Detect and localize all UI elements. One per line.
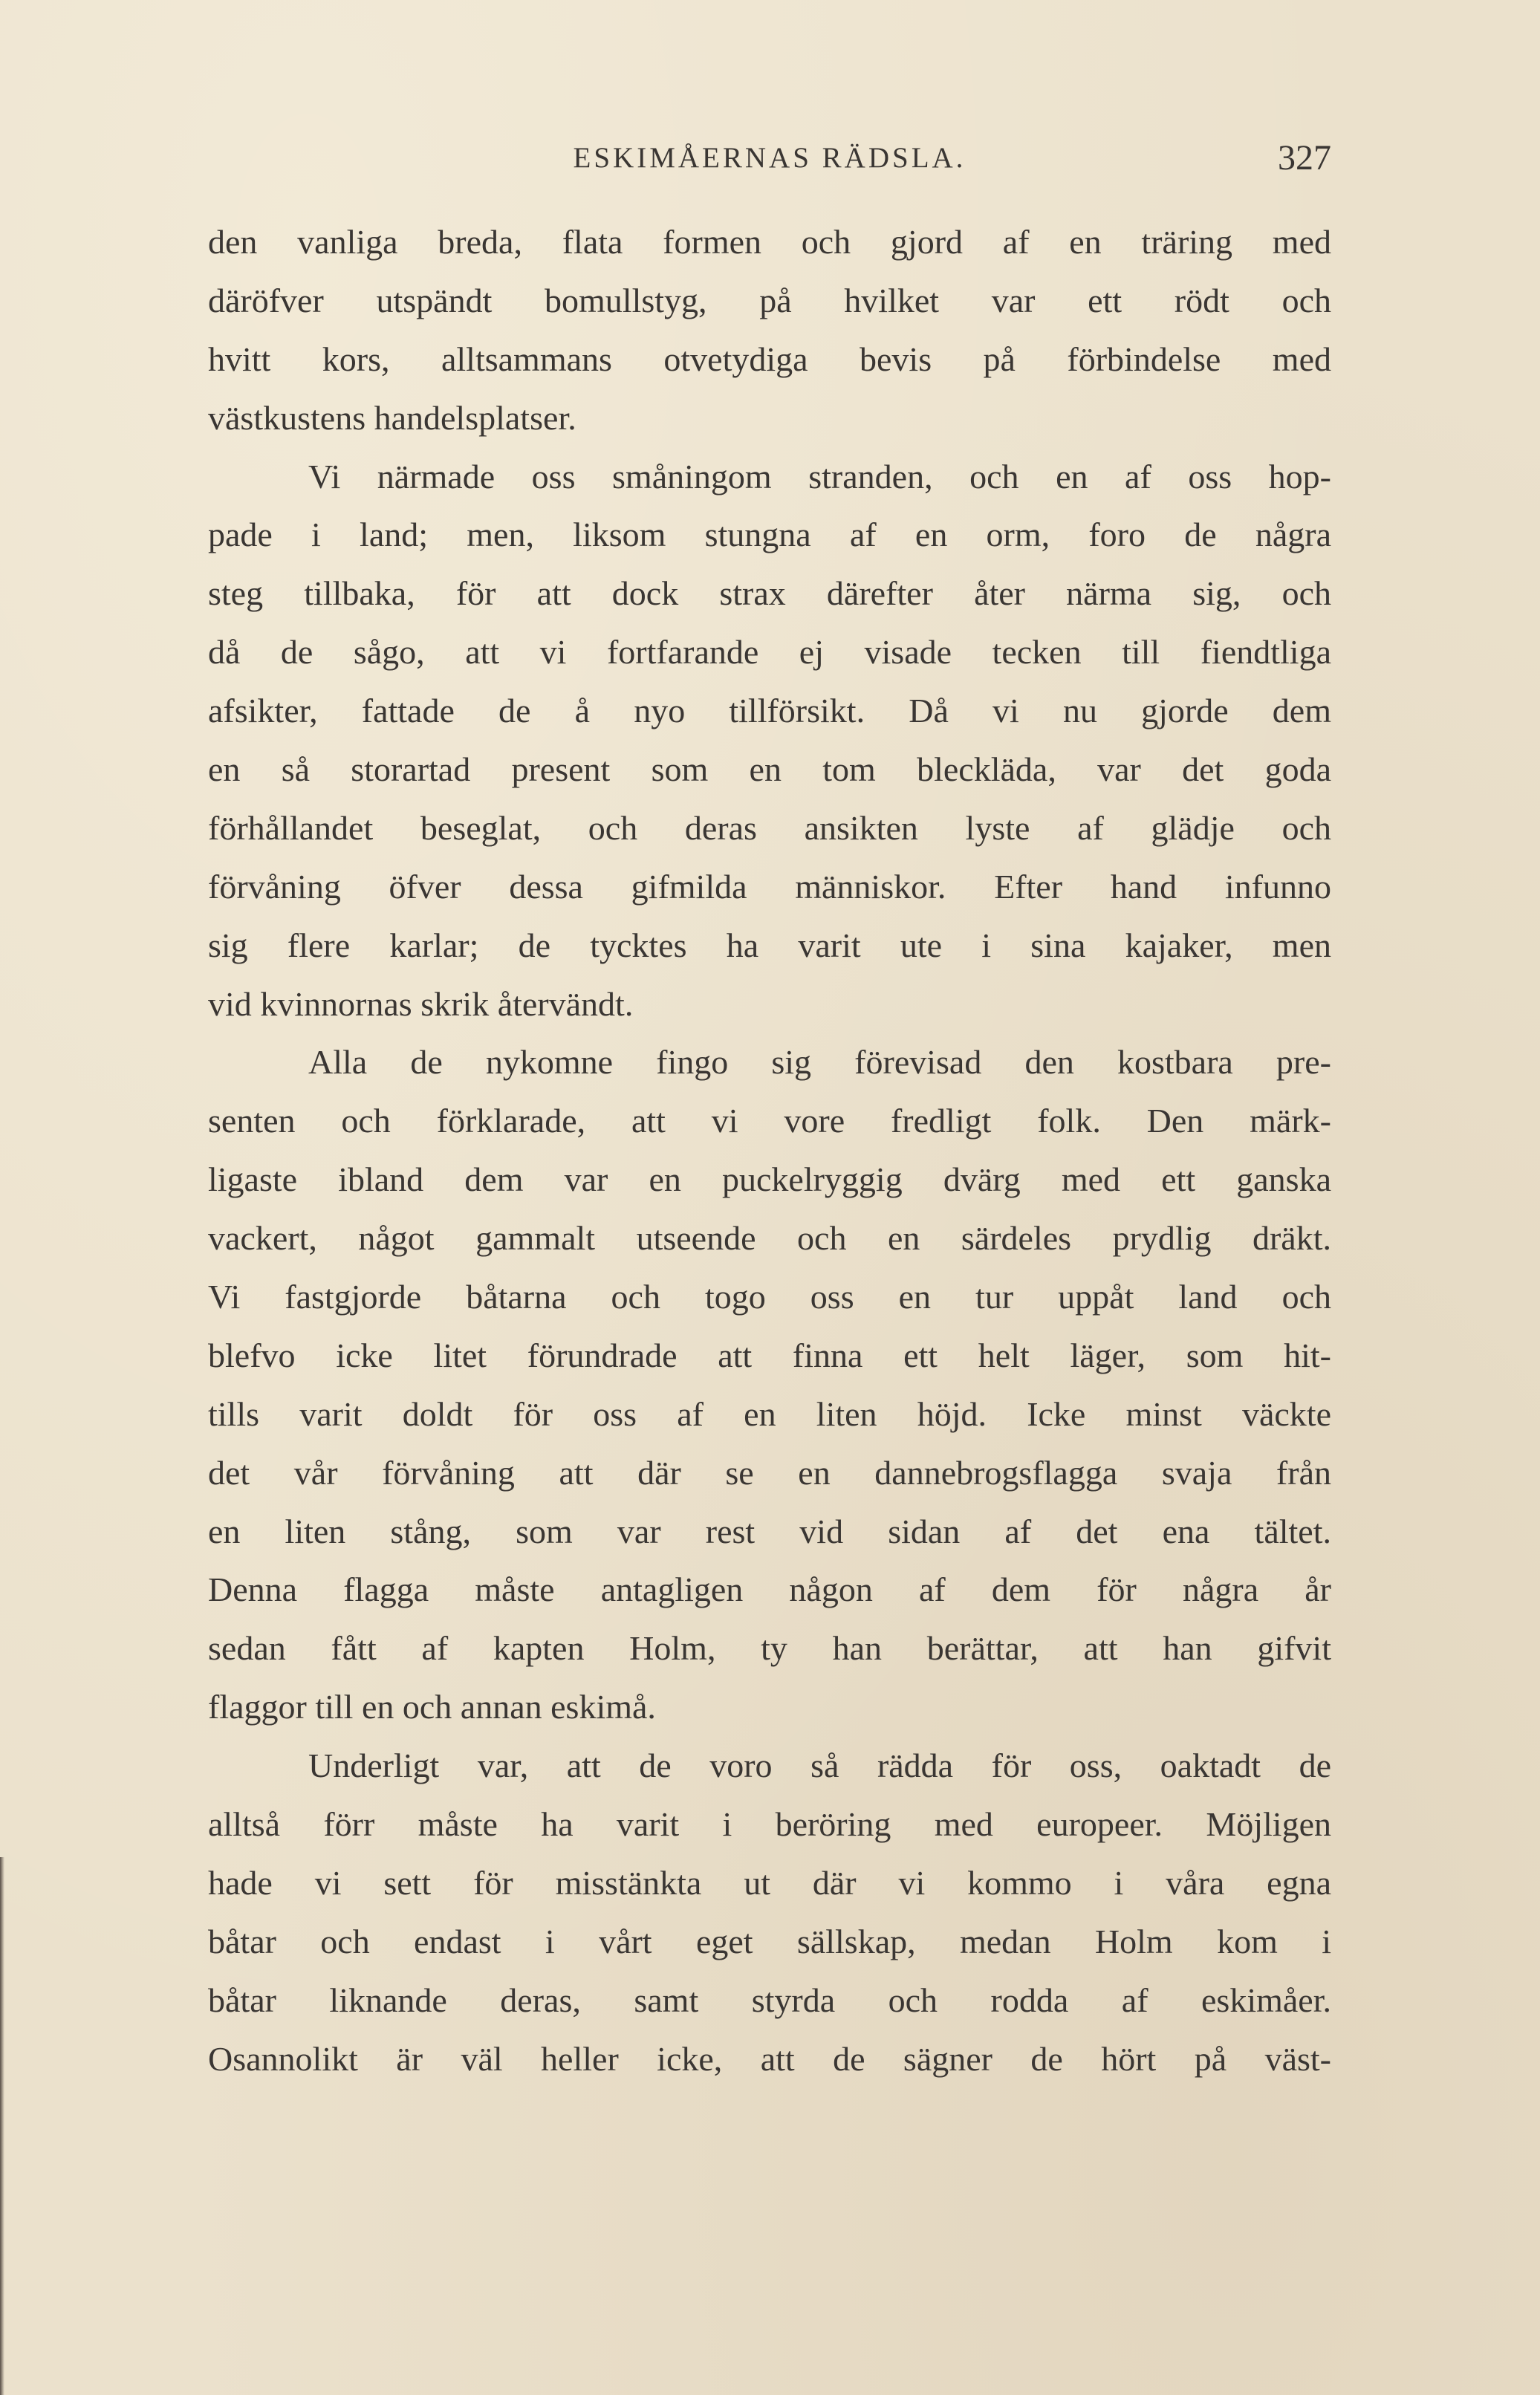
text-line: senten och förklarade, att vi vore fredligt folk. Den märk- [208,1102,1331,1140]
text-line: hade vi sett för misstänkta ut där vi kommo i våra egna [208,1863,1331,1902]
text-line: Osannolikt är väl heller icke, att de sägner de hört på väst- [208,2039,1331,2078]
text-line: förhållandet beseglat, och deras ansikten lyste af glädje och [208,808,1331,847]
text-line: sedan fått af kapten Holm, ty han berättar, att han gifvit [208,1629,1331,1668]
text-line: en så storartad present som en tom bleckläda, var det goda [208,750,1331,789]
text-line: Vi närmade oss småningom stranden, och en af oss hop- [308,457,1331,495]
text-line: däröfver utspändt bomullstyg, på hvilket var ett rödt och [208,281,1331,319]
page-number: 327 [1278,138,1331,178]
text-line: steg tillbaka, för att dock strax därefter åter närma sig, och [208,574,1331,613]
text-line: det vår förvåning att där se en dannebrogsflagga svaja från [208,1453,1331,1492]
page-edge-shadow [0,1857,4,2395]
text-line: Underligt var, att de voro så rädda för oss, oaktadt de [308,1746,1331,1785]
text-line: blefvo icke litet förundrade att finna ett helt läger, som hit- [208,1336,1331,1374]
text-line: flaggor till en och annan eskimå. [208,1688,656,1726]
text-line: sig flere karlar; de tycktes ha varit ute i sina kajaker, men [208,926,1331,964]
text-line: vackert, något gammalt utseende och en särdeles prydlig dräkt. [208,1219,1331,1258]
body-text [208,213,1331,2089]
text-line: afsikter, fattade de å nyo tillförsikt. Då vi nu gjorde dem [208,692,1331,730]
text-line: alltså förr måste ha varit i beröring med europeer. Möjligen [208,1805,1331,1844]
text-line: Vi fastgjorde båtarna och togo oss en tur uppåt land och [208,1278,1331,1316]
text-line: vid kvinnornas skrik återvändt. [208,984,634,1023]
text-line: tills varit doldt för oss af en liten höjd. Icke minst väckte [208,1394,1331,1433]
text-line: då de sågo, att vi fortfarande ej visade tecken till fiendtliga [208,633,1331,672]
text-line: Alla de nykomne fingo sig förevisad den kostbara pre- [308,1043,1331,1082]
text-line: hvitt kors, alltsammans otvetydiga bevis på förbindelse med [208,339,1331,378]
text-line: en liten stång, som var rest vid sidan af det ena tältet. [208,1512,1331,1550]
text-line: förvåning öfver dessa gifmilda människor. Efter hand infunno [208,867,1331,906]
text-line: Denna flagga måste antagligen någon af dem för några år [208,1570,1331,1609]
text-line: båtar och endast i vårt eget sällskap, medan Holm kom i [208,1922,1331,1960]
text-line: västkustens handelsplatser. [208,398,576,437]
running-head: ESKIMÅERNAS RÄDSLA. [573,142,966,174]
text-line: båtar liknande deras, samt styrda och rodda af eskimåer. [208,1980,1331,2019]
text-line: pade i land; men, liksom stungna af en orm, foro de några [208,516,1331,554]
text-line: den vanliga breda, flata formen och gjord af en träring med [208,223,1331,261]
page-header [208,132,1331,184]
text-line: ligaste ibland dem var en puckelryggig dvärg med ett ganska [208,1160,1331,1199]
